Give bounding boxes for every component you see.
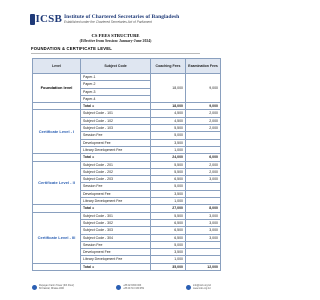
- total-exam: 9,000: [186, 103, 221, 110]
- subject-cell: Library Development Fee: [81, 256, 151, 263]
- table-row: [33, 161, 221, 168]
- coaching-cell: 4,500: [151, 117, 186, 124]
- exam-cell: [186, 190, 221, 197]
- subject-cell: Subject Code - 304: [81, 234, 151, 241]
- table-row: [33, 212, 221, 219]
- level-blank: [33, 205, 81, 212]
- total-exam: 8,000: [186, 205, 221, 212]
- header-exam: Examination Fees: [186, 59, 221, 74]
- exam-cell: [186, 241, 221, 248]
- exam-cell: [186, 198, 221, 205]
- subject-cell: Subject Code - 201: [81, 161, 151, 168]
- subject-cell: Paper-2: [81, 81, 151, 88]
- footer-line: 80 Kakrail, Dhaka-1000: [39, 287, 64, 290]
- subject-cell: Development Fee: [81, 190, 151, 197]
- coaching-cell: 5,000: [151, 132, 186, 139]
- footer-email-link[interactable]: info@icsb.org.bd: [193, 284, 211, 287]
- level-label: Foundation level: [33, 74, 81, 103]
- exam-cell: 9,000: [186, 74, 221, 103]
- total-label: Total =: [81, 205, 151, 212]
- subject-cell: Paper-4: [81, 95, 151, 102]
- total-label: Total =: [81, 154, 151, 161]
- coaching-cell: 5,500: [151, 161, 186, 168]
- level-label: Certificate Level - II: [33, 161, 81, 205]
- document-title: CS FEES STRUCTURE: [91, 33, 140, 38]
- total-row: [33, 263, 221, 270]
- exam-cell: [186, 256, 221, 263]
- total-coaching: 24,000: [151, 154, 186, 161]
- total-label: Total =: [81, 263, 151, 270]
- coaching-cell: 18,000: [151, 74, 186, 103]
- level-blank: [33, 154, 81, 161]
- footer-website-link[interactable]: www.icsb.org.bd: [193, 287, 211, 290]
- logo-text: ICSB: [35, 13, 62, 25]
- coaching-cell: 3,500: [151, 249, 186, 256]
- institute-name: Institute of Chartered Secretaries of Bangladesh: [64, 14, 180, 20]
- subject-cell: Paper-3: [81, 88, 151, 95]
- section-divider: [31, 53, 200, 54]
- institute-tagline: Established under the Chartered Secretaries Act of Parliament: [64, 20, 152, 24]
- exam-cell: 2,000: [186, 110, 221, 117]
- table-row: [33, 74, 221, 81]
- coaching-cell: 5,000: [151, 241, 186, 248]
- subject-cell: Subject Code - 202: [81, 168, 151, 175]
- level-label: Certificate Level - III: [33, 212, 81, 263]
- header-subject: Subject Code: [81, 59, 151, 74]
- total-coaching: 18,000: [151, 103, 186, 110]
- icsb-logo: [30, 13, 62, 26]
- footer-address: [32, 284, 74, 290]
- footer-line: +88 01713 339 059: [123, 287, 144, 290]
- subject-cell: Subject Code - 303: [81, 227, 151, 234]
- exam-cell: 2,000: [186, 117, 221, 124]
- exam-cell: 2,000: [186, 125, 221, 132]
- subject-cell: Subject Code - 101: [81, 110, 151, 117]
- subject-cell: Development Fee: [81, 249, 151, 256]
- exam-cell: [186, 146, 221, 153]
- subject-cell: Subject Code - 203: [81, 176, 151, 183]
- total-row: [33, 154, 221, 161]
- subject-cell: Session Fee: [81, 183, 151, 190]
- subject-cell: Subject Code - 103: [81, 125, 151, 132]
- subject-cell: Library Development Fee: [81, 146, 151, 153]
- letterhead: [30, 12, 220, 26]
- coaching-cell: 5,000: [151, 183, 186, 190]
- total-coaching: 27,000: [151, 205, 186, 212]
- subject-cell: Library Development Fee: [81, 198, 151, 205]
- subject-cell: Subject Code - 302: [81, 219, 151, 226]
- coaching-cell: 3,500: [151, 190, 186, 197]
- exam-cell: 2,000: [186, 168, 221, 175]
- footer-web: [186, 284, 211, 290]
- phone-icon: [116, 285, 121, 290]
- level-blank: [33, 263, 81, 270]
- coaching-cell: 6,500: [151, 219, 186, 226]
- level-blank: [33, 103, 81, 110]
- coaching-cell: 1,000: [151, 256, 186, 263]
- web-icon: [186, 285, 191, 290]
- subject-cell: Development Fee: [81, 139, 151, 146]
- coaching-cell: 5,500: [151, 125, 186, 132]
- subject-cell: Session Fee: [81, 132, 151, 139]
- exam-cell: 3,000: [186, 219, 221, 226]
- fees-table: [32, 58, 221, 271]
- footer-line: +88 02 8300 003: [123, 284, 142, 287]
- coaching-cell: 6,500: [151, 176, 186, 183]
- header-level: Level: [33, 59, 81, 74]
- exam-cell: [186, 183, 221, 190]
- coaching-cell: 4,500: [151, 110, 186, 117]
- institute-block: [64, 14, 179, 24]
- footer: [32, 284, 211, 290]
- total-label: Total =: [81, 103, 151, 110]
- exam-cell: [186, 139, 221, 146]
- coaching-cell: 1,000: [151, 146, 186, 153]
- header-coaching: Coaching Fees: [151, 59, 186, 74]
- table-header-row: [33, 59, 221, 74]
- subject-cell: Subject Code - 102: [81, 117, 151, 124]
- total-exam: 6,000: [186, 154, 221, 161]
- total-row: [33, 205, 221, 212]
- exam-cell: 3,000: [186, 176, 221, 183]
- exam-cell: 3,000: [186, 234, 221, 241]
- level-label: Certificate Level - I: [33, 110, 81, 154]
- coaching-cell: 5,500: [151, 212, 186, 219]
- footer-line: Rupayan Karim Tower (9th Floor): [39, 284, 75, 287]
- coaching-cell: 6,500: [151, 234, 186, 241]
- location-icon: [32, 285, 37, 290]
- subject-cell: Session Fee: [81, 241, 151, 248]
- subject-cell: Subject Code - 301: [81, 212, 151, 219]
- coaching-cell: 1,000: [151, 198, 186, 205]
- total-row: [33, 103, 221, 110]
- coaching-cell: 6,500: [151, 227, 186, 234]
- logo-mark-icon: [30, 14, 35, 25]
- coaching-cell: 5,500: [151, 168, 186, 175]
- exam-cell: 3,000: [186, 212, 221, 219]
- total-coaching: 35,000: [151, 263, 186, 270]
- coaching-cell: 3,500: [151, 139, 186, 146]
- exam-cell: [186, 249, 221, 256]
- document-subtitle: (Effective from Session: January-June 2024): [79, 39, 152, 43]
- exam-cell: 2,000: [186, 161, 221, 168]
- subject-cell: Paper-1: [81, 74, 151, 81]
- section-title: FOUNDATION & CERTIFICATE LEVEL: [31, 46, 112, 51]
- footer-phone: [116, 284, 144, 290]
- total-exam: 12,000: [186, 263, 221, 270]
- table-row: [33, 110, 221, 117]
- exam-cell: [186, 132, 221, 139]
- exam-cell: 3,000: [186, 227, 221, 234]
